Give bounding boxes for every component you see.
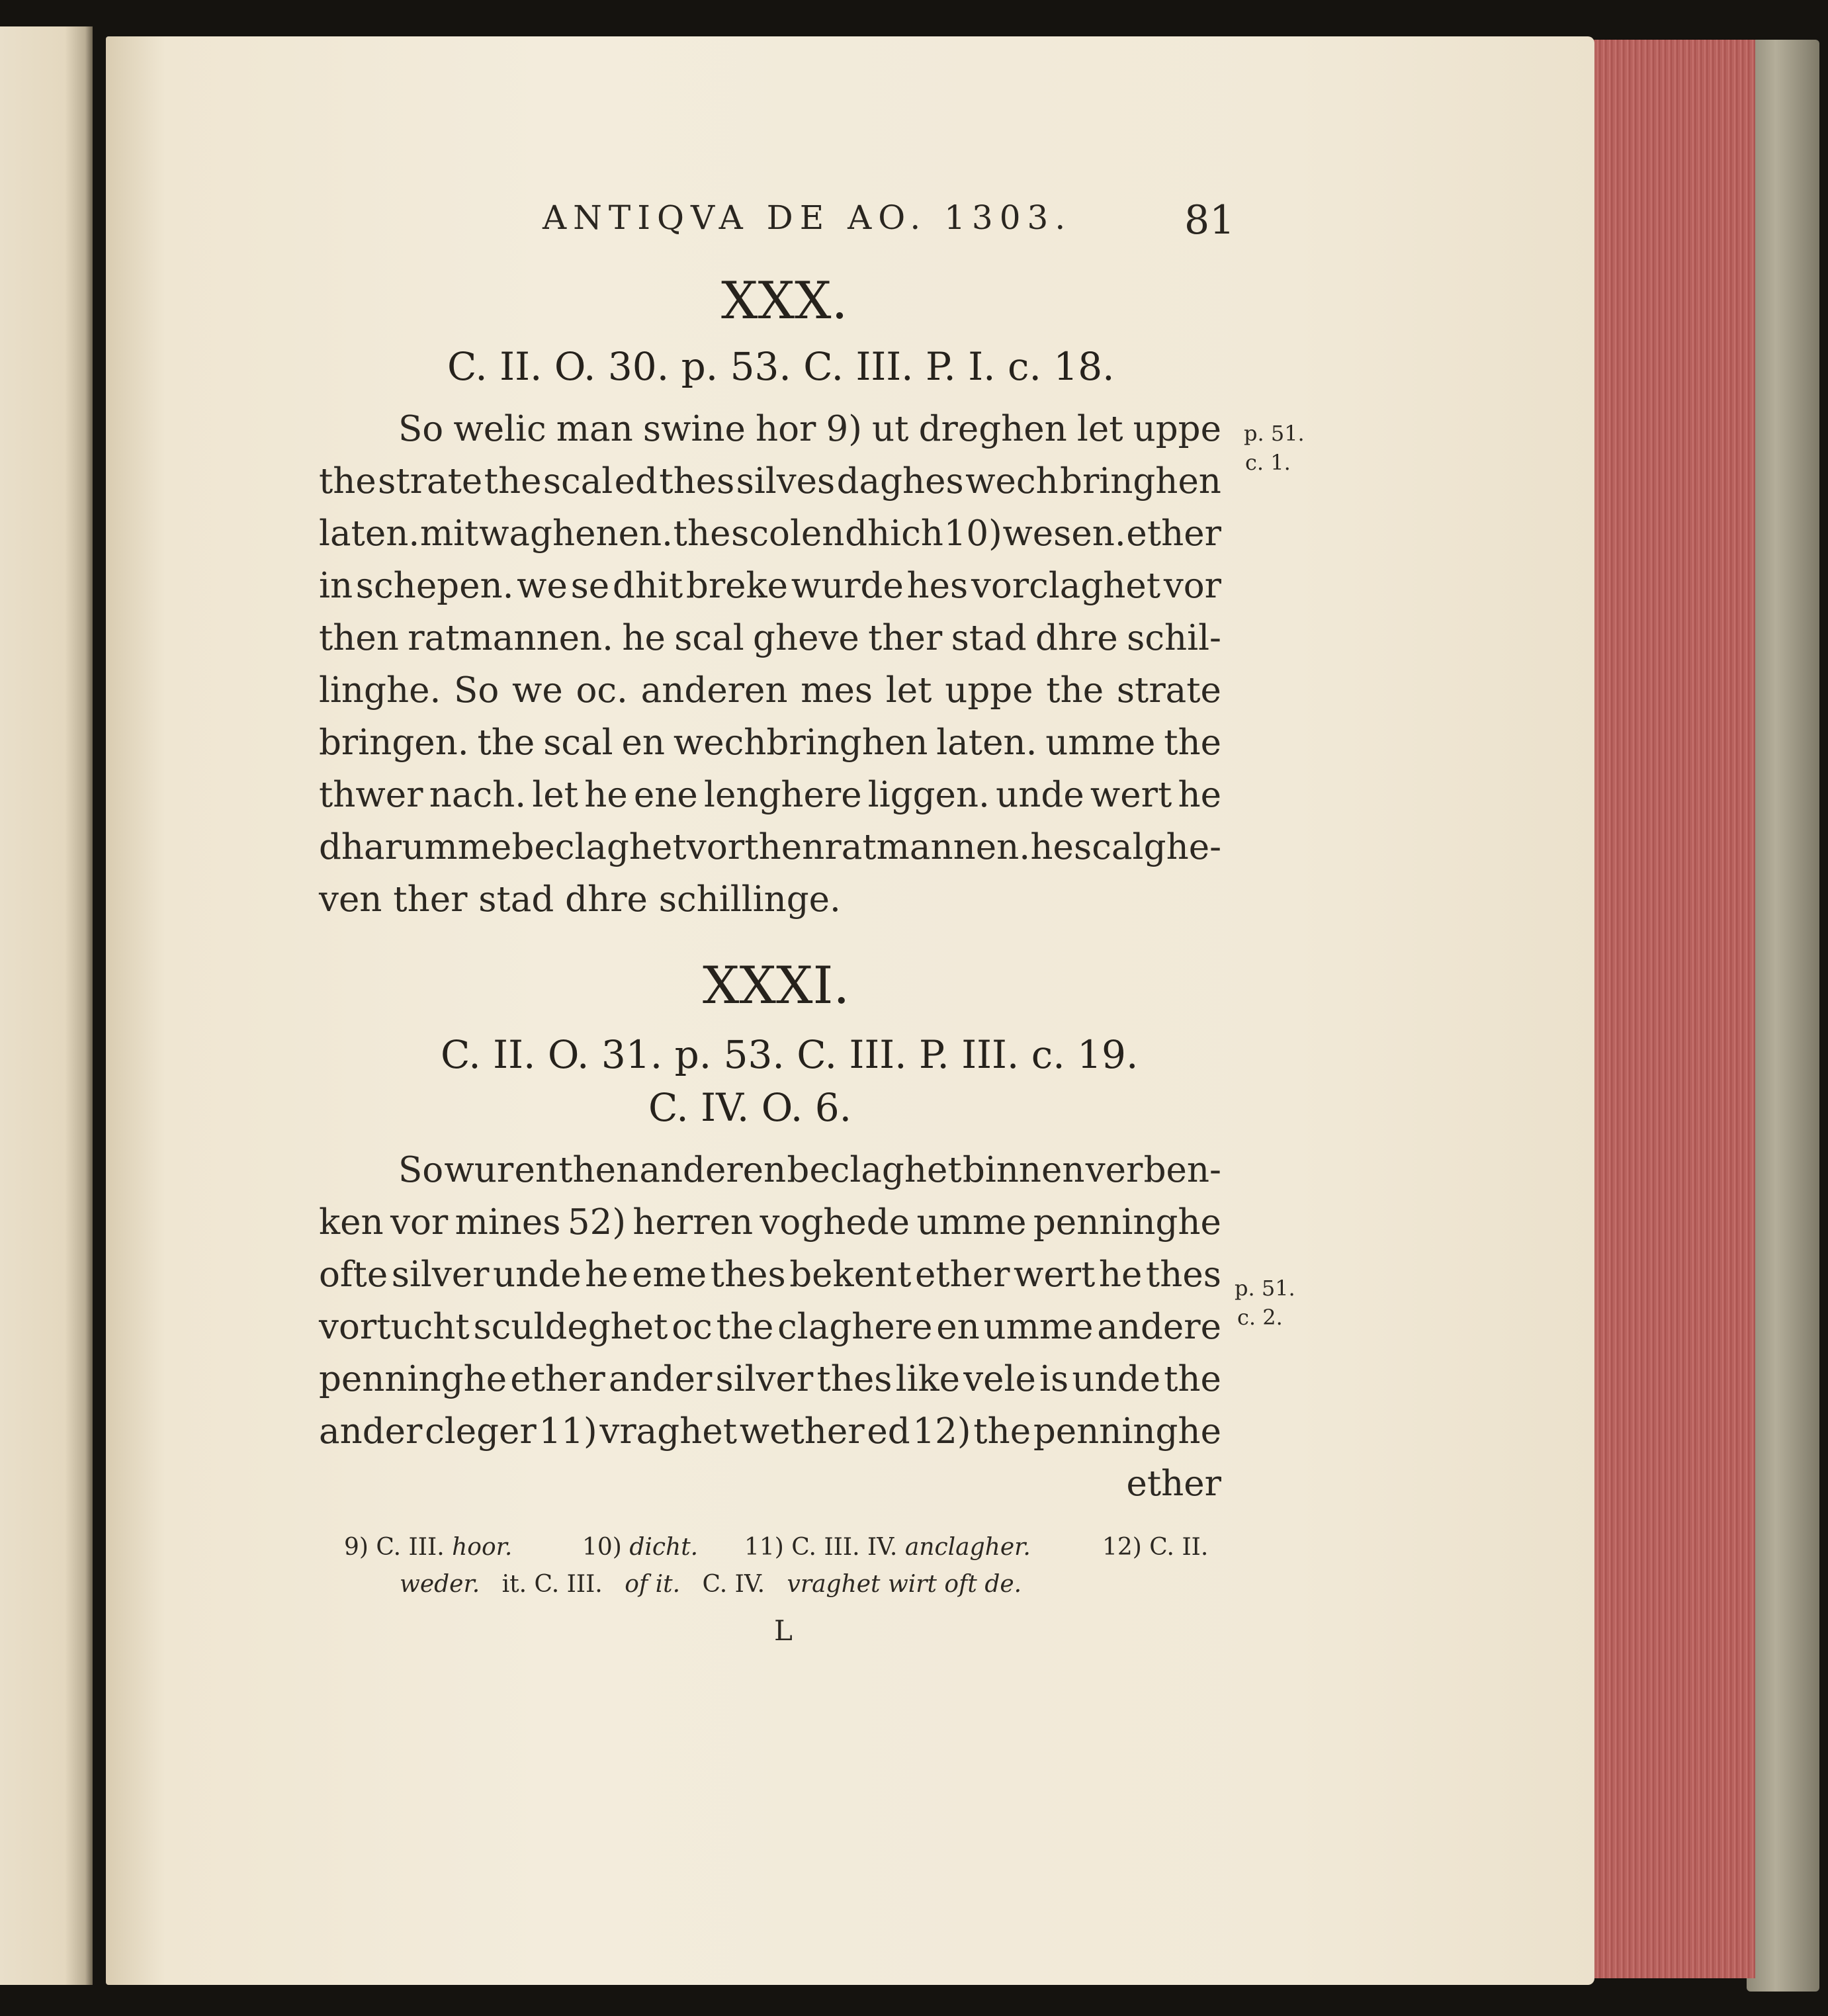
word: schepen.	[355, 566, 514, 606]
word: hor	[756, 409, 816, 449]
word: vor	[390, 1202, 449, 1243]
word: ofte	[319, 1254, 388, 1295]
text-line	[398, 1150, 1221, 1190]
word: the	[973, 1411, 1031, 1452]
word: umme	[1045, 723, 1156, 763]
word: thes	[710, 1254, 786, 1295]
word: So	[454, 670, 500, 711]
word: mes	[801, 670, 873, 711]
word: mit	[419, 513, 479, 554]
word: hes	[906, 566, 969, 606]
word: silver	[391, 1254, 490, 1295]
text-line	[398, 409, 1221, 449]
text-line	[319, 618, 1221, 658]
word: linghe.	[319, 670, 441, 711]
footnote-text: C. IV.	[702, 1571, 765, 1598]
word: dhich	[845, 513, 943, 554]
text-line	[319, 775, 1221, 815]
word: laten.	[936, 723, 1037, 763]
word: unde	[1072, 1359, 1160, 1399]
word: ratmannen.	[824, 827, 1031, 867]
word: wether	[739, 1411, 865, 1452]
word: uppe	[945, 670, 1033, 711]
word: schil-	[1127, 618, 1221, 658]
word: beclaghet	[787, 1150, 962, 1190]
text-line	[319, 1202, 1221, 1243]
word: en	[514, 1150, 558, 1190]
word: 52)	[567, 1202, 627, 1243]
word: ut	[872, 409, 909, 449]
word: let	[532, 775, 578, 815]
text-line	[319, 670, 1221, 711]
footnote	[344, 1534, 512, 1561]
word: then	[744, 827, 825, 867]
word: he	[1178, 775, 1221, 815]
word: en	[936, 1307, 980, 1347]
right-page	[106, 36, 1594, 1985]
text-line	[319, 566, 1221, 606]
word: wechbringhen	[673, 723, 928, 763]
footnote	[1102, 1534, 1208, 1561]
word: he	[1098, 1254, 1143, 1295]
footnote-text: hoor.	[452, 1534, 513, 1561]
text-line: ven ther stad dhre schillinge.	[319, 879, 841, 920]
word: lenghere	[704, 775, 862, 815]
footnote-number: 12) C. II.	[1102, 1534, 1209, 1561]
section-numeral: XXX.	[721, 271, 848, 331]
text-line	[319, 461, 1221, 502]
page-block-edge	[1588, 40, 1755, 1978]
word: ether	[1126, 513, 1221, 554]
word: ben-	[1143, 1150, 1221, 1190]
word: sculdeghet	[473, 1307, 668, 1347]
word: gheve	[753, 618, 859, 658]
book-cover	[1747, 40, 1819, 1992]
word: wurde	[791, 566, 904, 606]
footnote-text: of it.	[625, 1571, 681, 1598]
word: nach.	[429, 775, 527, 815]
footnote-number: 10)	[582, 1534, 622, 1561]
word: bekent	[789, 1254, 912, 1295]
signature-mark: L	[774, 1614, 793, 1647]
word: he	[585, 1254, 629, 1295]
left-page-edge	[0, 26, 93, 1985]
word: ver	[1085, 1150, 1143, 1190]
word: the	[1164, 723, 1221, 763]
word: thes	[659, 461, 735, 502]
word: 10)	[943, 513, 1002, 554]
word: vele	[963, 1359, 1036, 1399]
word: scal	[674, 618, 744, 658]
catchword: ether	[1126, 1464, 1221, 1504]
word: wert	[1013, 1254, 1096, 1295]
text-line	[319, 1411, 1221, 1452]
word: ed	[614, 461, 658, 502]
word: stad	[951, 618, 1027, 658]
word: So	[398, 1150, 444, 1190]
word: like	[895, 1359, 961, 1399]
word: we	[512, 670, 563, 711]
word: vraghet	[599, 1411, 737, 1452]
word: ether	[510, 1359, 605, 1399]
word: breke	[685, 566, 788, 606]
word: 9)	[826, 409, 862, 449]
word: vortucht	[319, 1307, 470, 1347]
word: ether	[914, 1254, 1010, 1295]
word: wech	[965, 461, 1059, 502]
margin-note: c. 1.	[1245, 450, 1291, 475]
word: umme	[916, 1202, 1027, 1243]
word: welic	[453, 409, 546, 449]
word: 12)	[912, 1411, 971, 1452]
running-title: ANTIQVA DE AO. 1303.	[543, 198, 1072, 237]
word: uppe	[1133, 409, 1221, 449]
word: then	[319, 618, 399, 658]
word: wesen.	[1002, 513, 1126, 554]
word: the	[1164, 1359, 1221, 1399]
word: wert	[1090, 775, 1172, 815]
word: oc.	[576, 670, 628, 711]
word: daghes	[836, 461, 964, 502]
word: scal	[543, 461, 613, 502]
word: laten.	[319, 513, 420, 554]
footnote-number: 11) C. III. IV.	[744, 1534, 898, 1561]
word: let	[1076, 409, 1123, 449]
word: umme	[983, 1307, 1094, 1347]
footnote-number: 9) C. III.	[344, 1534, 445, 1561]
word: claghere	[777, 1307, 933, 1347]
word: ed	[867, 1411, 910, 1452]
word: then	[558, 1150, 639, 1190]
word: thwer	[319, 775, 423, 815]
word: anderen	[640, 670, 788, 711]
word: unde	[996, 775, 1084, 815]
word: en	[621, 723, 665, 763]
word: cleger	[425, 1411, 537, 1452]
word: vorclaghet	[971, 566, 1161, 606]
word: unde	[493, 1254, 582, 1295]
word: 11)	[539, 1411, 597, 1452]
text-line	[319, 1307, 1221, 1347]
word: penninghe	[1033, 1411, 1221, 1452]
section-numeral: XXXI.	[703, 956, 850, 1016]
word: dreghen	[918, 409, 1067, 449]
word: So	[398, 409, 444, 449]
word: umme	[402, 827, 512, 867]
word: beclaghet	[511, 827, 687, 867]
word: we	[517, 566, 568, 606]
text-line	[319, 827, 1221, 867]
word: scal	[1074, 827, 1144, 867]
word: the	[673, 513, 731, 554]
word: scal	[543, 723, 613, 763]
word: scolen	[731, 513, 845, 554]
footnote-text: anclagher.	[904, 1534, 1031, 1561]
section-reference: C. II. O. 31. p. 53. C. III. P. III. c. 19.	[441, 1032, 1139, 1077]
word: wur	[444, 1150, 514, 1190]
word: penninghe	[319, 1359, 507, 1399]
word: the	[477, 723, 535, 763]
word: ander	[608, 1359, 713, 1399]
word: in	[319, 566, 353, 606]
footnote-text: dicht.	[629, 1534, 699, 1561]
word: he	[1030, 827, 1074, 867]
word: the	[484, 461, 542, 502]
text-line	[319, 1359, 1221, 1399]
word: bringen.	[319, 723, 469, 763]
word: strate	[1116, 670, 1221, 711]
word: voghede	[760, 1202, 910, 1243]
word: the	[716, 1307, 774, 1347]
margin-note: c. 2.	[1237, 1305, 1283, 1330]
margin-note: p. 51.	[1244, 421, 1305, 446]
text-line	[319, 723, 1221, 763]
word: ken	[319, 1202, 384, 1243]
word: anderen	[639, 1150, 787, 1190]
word: silver	[715, 1359, 814, 1399]
word: let	[885, 670, 932, 711]
word: eme	[632, 1254, 707, 1295]
word: thes	[816, 1359, 892, 1399]
word: se	[570, 566, 610, 606]
word: andere	[1097, 1307, 1221, 1347]
word: ene	[633, 775, 698, 815]
footnote-text: it. C. III.	[501, 1571, 603, 1598]
word: he	[584, 775, 628, 815]
word: bringhen	[1060, 461, 1221, 502]
word: ghe-	[1143, 827, 1221, 867]
word: vor	[686, 827, 745, 867]
word: thes	[1145, 1254, 1221, 1295]
word: ratmannen.	[408, 618, 613, 658]
word: liggen.	[867, 775, 990, 815]
word: binnen	[962, 1150, 1085, 1190]
word: he	[622, 618, 666, 658]
word: the	[319, 461, 376, 502]
word: oc	[672, 1307, 713, 1347]
footnote-continuation	[400, 1571, 1022, 1598]
word: is	[1039, 1359, 1069, 1399]
footnote	[582, 1534, 698, 1561]
word: strate	[378, 461, 483, 502]
word: silves	[736, 461, 836, 502]
word: vor	[1163, 566, 1221, 606]
footnote-text: vraghet wirt oft de.	[787, 1571, 1022, 1598]
text-line	[319, 513, 1221, 554]
word: waghenen.	[479, 513, 673, 554]
word: swine	[642, 409, 746, 449]
word: dhit	[612, 566, 683, 606]
section-reference: C. IV. O. 6.	[648, 1085, 852, 1130]
word: the	[1046, 670, 1104, 711]
section-reference: C. II. O. 30. p. 53. C. III. P. I. c. 18.	[447, 344, 1115, 389]
word: dhre	[1035, 618, 1118, 658]
margin-note: p. 51.	[1235, 1276, 1295, 1301]
word: herren	[632, 1202, 754, 1243]
word: penninghe	[1033, 1202, 1221, 1243]
text-line	[319, 1254, 1221, 1295]
word: mines	[455, 1202, 561, 1243]
word: ander	[319, 1411, 423, 1452]
page-number: 81	[1184, 197, 1235, 243]
word: man	[556, 409, 633, 449]
word: ther	[868, 618, 943, 658]
word: dhar	[319, 827, 402, 867]
footnote	[744, 1534, 1031, 1561]
footnote-text: weder.	[400, 1571, 480, 1598]
